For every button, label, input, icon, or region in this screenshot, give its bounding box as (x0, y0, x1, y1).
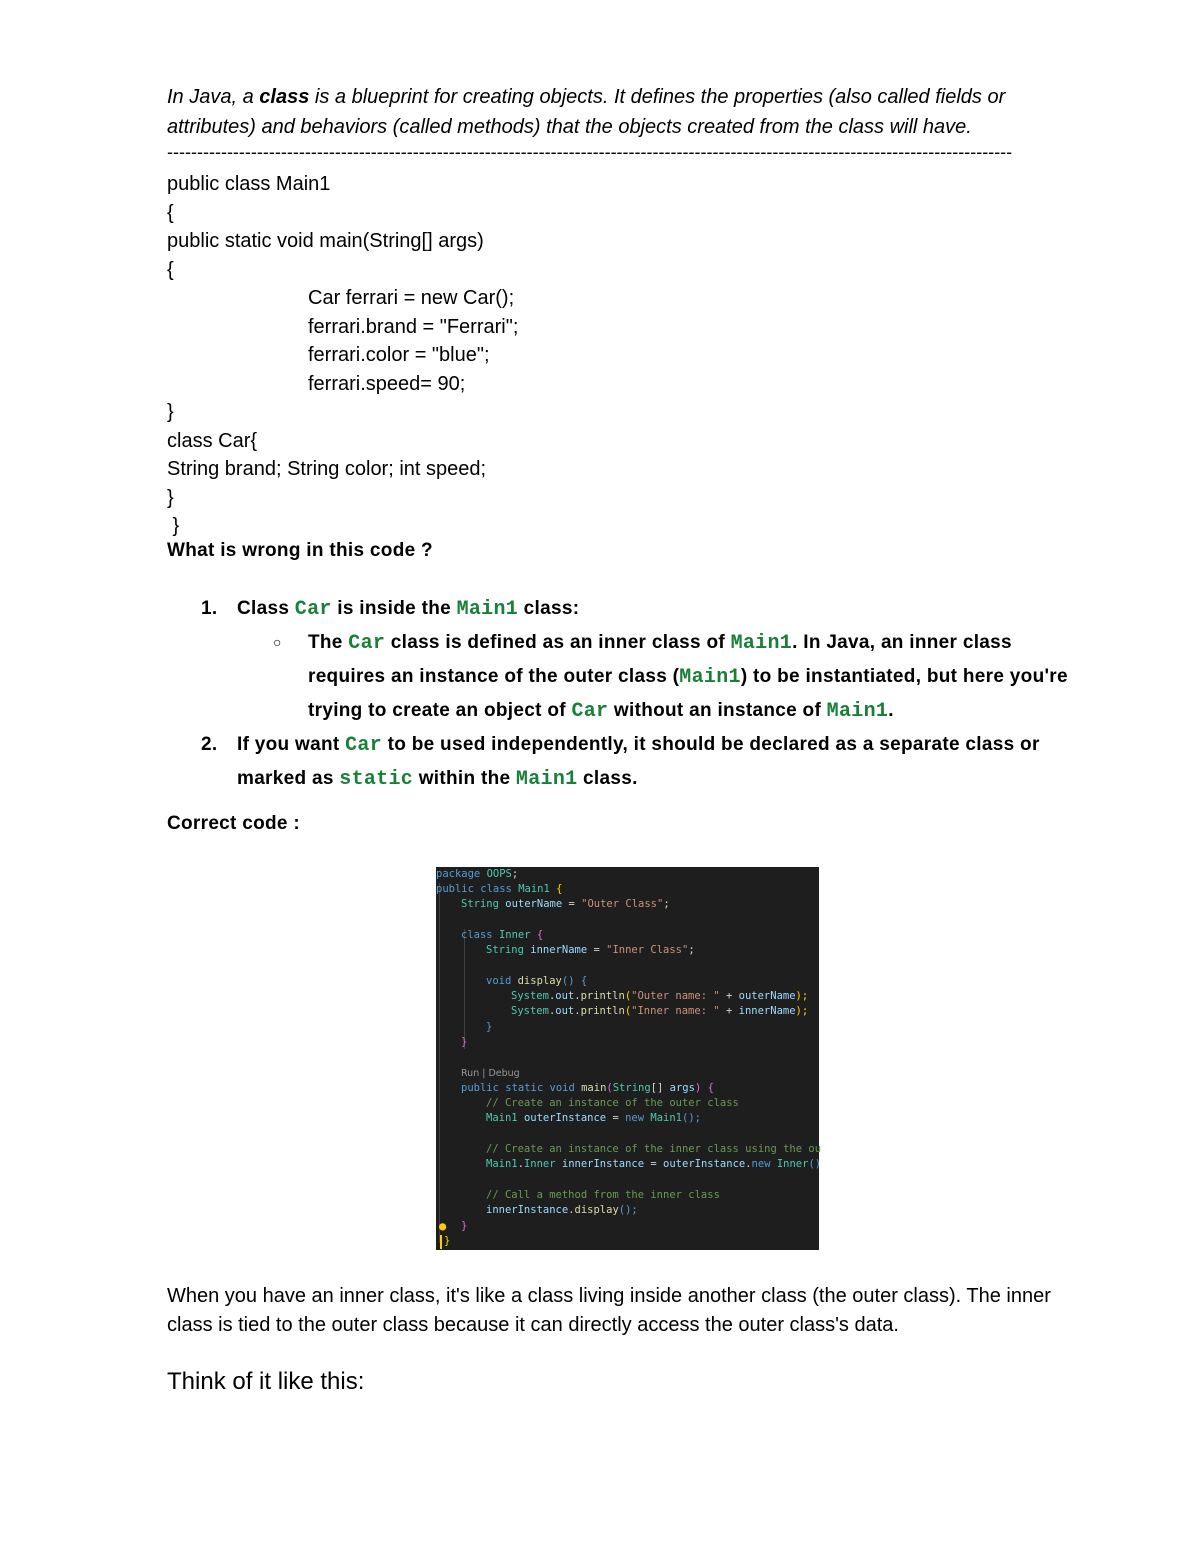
code-token: { (549, 883, 563, 895)
code-token: outerInstance (523, 1112, 607, 1124)
code-token: main (581, 1082, 607, 1094)
code-token: { (530, 929, 544, 941)
text-cursor (440, 1235, 442, 1249)
code-token: public static void (461, 1082, 582, 1094)
code-line (461, 1081, 714, 1096)
code-token: Main1 (518, 883, 550, 895)
code-token: OOPS (486, 868, 512, 880)
code-keyword: Main1 (679, 666, 741, 689)
code-token: . (568, 1204, 575, 1216)
answer-text: class. (577, 768, 638, 789)
code-line (486, 1203, 638, 1218)
sub-list-item (167, 626, 1087, 728)
code-line: } (167, 486, 174, 509)
code-token: = (562, 898, 582, 910)
code-token: () { (561, 975, 588, 987)
separator-line: --------------------------------------------------------------------------------------------------------------------------------------------- (167, 142, 1013, 162)
answer-text: is inside the (331, 598, 457, 619)
answer-text: . In Java, an inner class requires an instance of the outer class ( (308, 632, 1012, 687)
explanation-paragraph: When you have an inner class, it's like a class living inside another class (the outer class). The inner class is tied to the outer class because it can directly access the outer class's data. (167, 1285, 1051, 1336)
code-screenshot (436, 867, 822, 1250)
code-token: ); (795, 1005, 809, 1017)
code-token: + (719, 1005, 739, 1017)
code-token: "Outer name: " (631, 990, 720, 1002)
indent-guide (464, 929, 465, 1049)
code-line: ferrari.speed= 90; (308, 372, 466, 395)
code-token: String (612, 1082, 651, 1094)
code-line: String brand; String color; int speed; (167, 458, 487, 480)
code-token: public class (436, 883, 519, 895)
code-token: out (555, 990, 575, 1002)
answer-text: . (888, 700, 894, 721)
code-token: [] (650, 1082, 670, 1094)
code-keyword: Main1 (456, 598, 519, 621)
code-token: innerName (530, 944, 588, 956)
code-line: { (167, 258, 174, 281)
code-line: } (461, 1036, 468, 1048)
code-token: void (486, 975, 518, 987)
code-keyword: Main1 (826, 700, 889, 723)
bullet-icon: ○ (273, 634, 282, 650)
code-line: Car ferrari = new Car(); (308, 287, 515, 309)
code-token: Inner (523, 1158, 562, 1170)
code-token: ; (663, 898, 670, 910)
code-keyword: Main1 (730, 632, 793, 655)
code-token: display (574, 1204, 619, 1216)
code-token: . (548, 990, 556, 1002)
code-keyword: Car (294, 598, 332, 621)
answer-text: within the (413, 768, 516, 789)
code-token: outerName (738, 990, 796, 1002)
code-token: new (625, 1112, 651, 1124)
code-line: } (486, 1021, 493, 1033)
code-token: = (606, 1112, 626, 1124)
answer-text: to be used independently, it should be declared as a separate class or marked as (237, 734, 1040, 789)
code-token: package (436, 868, 487, 880)
code-token: Inner (498, 929, 531, 941)
code-keyword: Car (571, 700, 609, 723)
code-token: . (517, 1158, 524, 1170)
indent-guide (439, 883, 440, 1243)
code-token: Main1 (650, 1112, 682, 1124)
code-token: ( (606, 1082, 613, 1094)
code-keyword: static (339, 768, 414, 791)
code-keyword: Main1 (515, 768, 578, 791)
intro-text-2: is a blueprint for creating objects. It defines the properties (also called fields or attributes) and behaviors (called methods) that the objects created from the class will have. (167, 86, 1006, 138)
code-token: String (461, 898, 506, 910)
list-number: 2. (201, 734, 218, 755)
code-token: + (719, 990, 739, 1002)
code-token: . (574, 990, 581, 1002)
question-heading: What is wrong in this code ? (167, 540, 433, 561)
code-token: . (745, 1158, 752, 1170)
code-line: } (444, 1235, 451, 1247)
code-line (511, 989, 808, 1004)
code-keyword: Car (348, 632, 386, 655)
answer-text: If you want (237, 734, 346, 755)
code-token: ( (624, 1005, 632, 1017)
code-token: outerInstance (663, 1158, 746, 1170)
code-token: ; (511, 868, 519, 880)
code-token: innerInstance (561, 1158, 645, 1170)
code-token: args (669, 1082, 695, 1094)
code-token: ; (688, 944, 695, 956)
code-token: class (461, 929, 499, 941)
code-line (486, 974, 587, 989)
code-line: ferrari.brand = "Ferrari"; (308, 315, 519, 338)
code-line: } (167, 401, 174, 423)
code-token: Main1 (486, 1112, 524, 1124)
section-heading: Think of it like this: (167, 1368, 365, 1395)
code-token: (); (682, 1112, 701, 1124)
code-line (436, 867, 518, 882)
code-token: println (580, 990, 625, 1002)
code-line: public class Main1 (167, 173, 331, 195)
code-token: Main1 (486, 1158, 518, 1170)
code-line (436, 882, 562, 897)
code-line (486, 1111, 701, 1126)
code-token: ( (624, 990, 632, 1002)
code-token: outerName (505, 898, 563, 910)
code-line (486, 943, 695, 958)
codelens-run-debug[interactable]: Run | Debug (461, 1068, 520, 1079)
code-token: . (548, 1005, 556, 1017)
code-token: ) { (694, 1082, 714, 1094)
answer-list (167, 592, 1087, 796)
code-line (486, 1157, 821, 1172)
code-line: ferrari.color = "blue"; (308, 344, 490, 366)
lightbulb-icon[interactable]: ● (439, 1219, 447, 1233)
list-number: 1. (201, 598, 218, 619)
code-token: () (808, 1158, 822, 1170)
code-line: public static void main(String[] args) (167, 230, 484, 252)
code-line (461, 897, 670, 912)
code-comment: // Call a method from the inner class (486, 1189, 720, 1201)
code-line: class Car{ (167, 429, 258, 452)
answer-text: without an instance of (608, 700, 827, 721)
intro-paragraph (167, 82, 1087, 142)
answer-text: ) to be instantiated, but here you're trying to create an object of (308, 666, 1068, 721)
code-token: . (574, 1005, 581, 1017)
code-token: innerName (738, 1005, 796, 1017)
code-line (461, 928, 543, 943)
code-token: (); (618, 1204, 638, 1216)
code-token: display (517, 975, 562, 987)
intro-bold-class: class (259, 86, 310, 108)
code-snippet (167, 170, 518, 541)
code-token: "Inner name: " (631, 1005, 720, 1017)
code-token: System (511, 1005, 549, 1017)
code-token: = (587, 944, 607, 956)
code-token: out (555, 1005, 575, 1017)
code-comment: // Create an instance of the outer class (486, 1097, 739, 1109)
answer-text: Class (237, 598, 295, 619)
list-item (167, 592, 1087, 626)
code-line (511, 1004, 808, 1019)
code-comment: // Create an instance of the inner class using the ou (486, 1143, 822, 1155)
intro-text-1: In Java, a (167, 86, 260, 108)
code-token: = (644, 1158, 664, 1170)
code-token: println (580, 1005, 625, 1017)
code-token: String (486, 944, 531, 956)
code-token: new (751, 1158, 777, 1170)
correct-code-label: Correct code : (167, 813, 301, 834)
code-line: } (167, 515, 180, 537)
answer-text: class is defined as an inner class of (385, 632, 731, 653)
answer-text: The (308, 632, 349, 653)
answer-text: class: (518, 598, 580, 619)
code-token: "Inner Class" (606, 944, 689, 956)
code-token: "Outer Class" (581, 898, 664, 910)
code-token: System (511, 990, 549, 1002)
code-token: Inner (776, 1158, 809, 1170)
code-token: innerInstance (486, 1204, 569, 1216)
code-token: ); (795, 990, 809, 1002)
code-keyword: Car (345, 734, 383, 757)
code-line: } (461, 1220, 468, 1232)
code-line: { (167, 201, 174, 224)
list-item (167, 728, 1087, 796)
